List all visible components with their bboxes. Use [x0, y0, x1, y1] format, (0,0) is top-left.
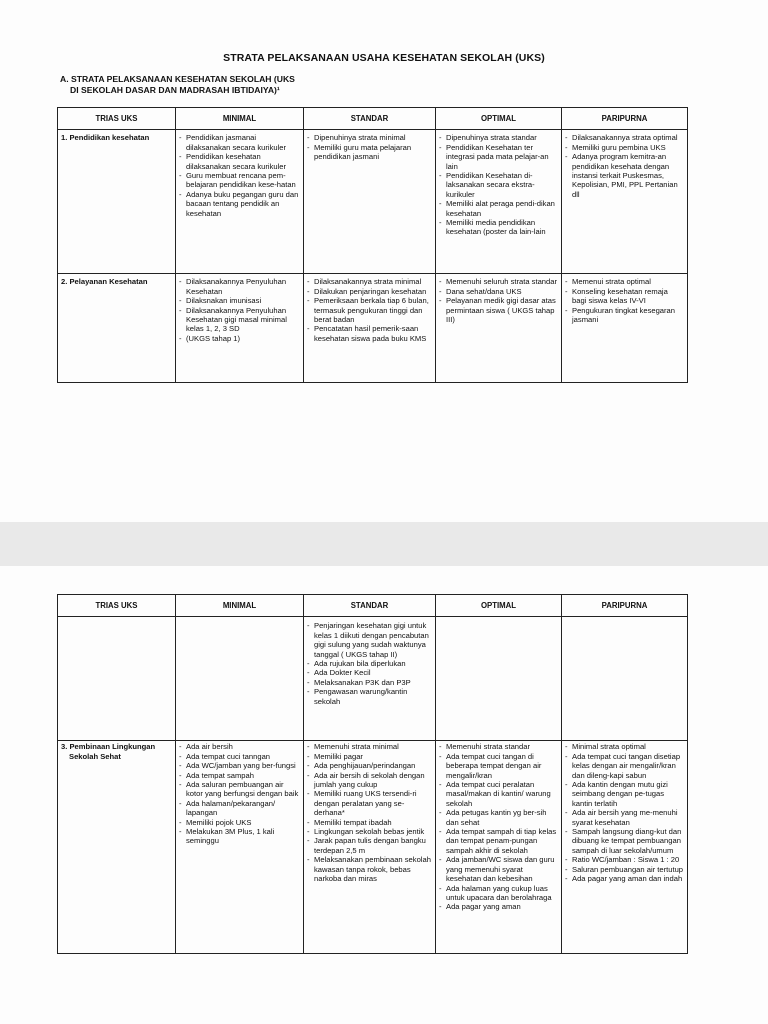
list-item: - Ada pagar yang aman dan indah [565, 874, 684, 883]
trias-cell [58, 741, 176, 954]
list-item: - Memiliki ruang UKS tersendi-ri dengan peralatan yang se-derhana* [307, 789, 432, 817]
list-item: - Ada halaman yang cukup luas untuk upacara dan berolahraga [439, 884, 558, 903]
list-item: - Memiliki media pendidikan kesehatan (poster da lain-lain [439, 218, 558, 237]
document-page-2 [0, 566, 768, 1024]
list-item: - Pencatatan hasil pemerik-saan kesehatan siswa pada buku KMS [307, 324, 432, 343]
list-item: - Pengukuran tingkat kesegaran jasmani [565, 306, 684, 325]
list-item: - Dilaksnakan imunisasi [179, 296, 300, 305]
list-item: - Pendidikan Kesehatan di-laksanakan secara ekstra-kurikuler [439, 171, 558, 199]
list-item: - Dilaksanakannya Penyuluhan Kesehatan [179, 277, 300, 296]
list-item: - Dana sehat/dana UKS [439, 287, 558, 296]
list-item: - Pelayanan medik gigi dasar atas permintaan siswa ( UKGS tahap III) [439, 296, 558, 324]
list-item: - Dilaksanakannya strata minimal [307, 277, 432, 286]
strata-table-page-1 [57, 107, 688, 383]
table-row [58, 274, 688, 383]
paripurna-cell [562, 741, 688, 954]
header-standar: STANDAR [304, 108, 436, 130]
header-standar: STANDAR [304, 595, 436, 617]
section-heading [60, 74, 295, 96]
paripurna-cell [562, 130, 688, 274]
list-item: - Lingkungan sekolah bebas jentik [307, 827, 432, 836]
list-item: - Memenuhi strata minimal [307, 742, 432, 751]
table-row [58, 130, 688, 274]
list-item: - Memiliki guru pembina UKS [565, 143, 684, 152]
list-item: - Adanya buku pegangan guru dan bacaan tentang pendidik an kesehatan [179, 190, 300, 218]
list-item: - Minimal strata optimal [565, 742, 684, 751]
list-item: - Memiliki pagar [307, 752, 432, 761]
list-item: - Ada pagar yang aman [439, 902, 558, 911]
header-paripurna: PARIPURNA [562, 595, 688, 617]
list-item: - Ada saluran pembuangan air kotor yang berfungsi dengan baik [179, 780, 300, 799]
list-item: - Ada penghijauan/perindangan [307, 761, 432, 770]
list-item: - Adanya program kemitra-an pendidikan kesehata dengan instansi terkait Puskesmas, Kepolisian, PMI, PPL Pertanian dll [565, 152, 684, 199]
strata-table-page-2 [57, 594, 688, 954]
list-item: - Ada tempat sampah [179, 771, 300, 780]
list-item: - (UKGS tahap 1) [179, 334, 300, 343]
list-item: - Ada tempat cuci tangan disetiap kelas dengan air mengalir/kran dan dileng-kapi sabun [565, 752, 684, 780]
standar-cell [304, 274, 436, 383]
list-item: - Melakukan 3M Plus, 1 kali seminggu [179, 827, 300, 846]
list-item: - Melaksanakan P3K dan P3P [307, 678, 432, 687]
trias-cell: 1. Pendidikan kesehatan [58, 130, 176, 274]
trias-cell: 2. Pelayanan Kesehatan [58, 274, 176, 383]
list-item: - Memenuhi seluruh strata standar [439, 277, 558, 286]
minimal-cell [176, 274, 304, 383]
section-heading-line-2: DI SEKOLAH DASAR DAN MADRASAH IBTIDAIYA)¹ [70, 85, 280, 95]
list-item: - Ratio WC/jamban : Siswa 1 : 20 [565, 855, 684, 864]
list-item: - Penjaringan kesehatan gigi untuk kelas 1 diikuti dengan pencabutan gigi sulung yang sudah waktunya tanggal ( UKGS tahap II) [307, 621, 432, 659]
list-item: - Konseling kesehatan remaja bagi siswa kelas IV-VI [565, 287, 684, 306]
list-item: - Dilaksanakannya Penyuluhan Kesehatan gigi masal minimal kelas 1, 2, 3 SD [179, 306, 300, 334]
optimal-cell [436, 274, 562, 383]
list-item: - Sampah langsung diang-kut dan dibuang ke tempat pembuangan sampah di luar sekolah/umum [565, 827, 684, 855]
header-trias: TRIAS UKS [58, 595, 176, 617]
minimal-cell [176, 130, 304, 274]
list-item: - Pendidikan kesehatan dilaksanakan secara kurikuler [179, 152, 300, 171]
trias-cell [58, 617, 176, 741]
list-item: - Ada tempat sampah di tiap kelas dan tempat penam-pungan sampah akhir di sekolah [439, 827, 558, 855]
header-minimal: MINIMAL [176, 108, 304, 130]
list-item: - Dipenuhinya strata minimal [307, 133, 432, 142]
list-item: - Melaksanakan pembinaan sekolah kawasan tanpa rokok, bebas narkoba dan miras [307, 855, 432, 883]
list-item: - Memenuhi strata standar [439, 742, 558, 751]
list-item: - Ada tempat cuci tanngan [179, 752, 300, 761]
table-row [58, 617, 688, 741]
document-title: STRATA PELAKSANAAN USAHA KESEHATAN SEKOLAH (UKS) [223, 52, 545, 64]
list-item: - Pendidikan jasmanai dilaksanakan secara kurikuler [179, 133, 300, 152]
list-item: - Jarak papan tulis dengan bangku terdepan 2,5 m [307, 836, 432, 855]
list-item: - Dilakukan penjaringan kesehatan [307, 287, 432, 296]
list-item: - Memiliki guru mata pelajaran pendidikan jasmani [307, 143, 432, 162]
list-item: - Ada tempat cuci peralatan masal/makan di kantin/ warung sekolah [439, 780, 558, 808]
list-item: - Ada WC/jamban yang ber-fungsi [179, 761, 300, 770]
list-item: - Ada petugas kantin yg ber-sih dan sehat [439, 808, 558, 827]
list-item: - Ada rujukan bila diperlukan [307, 659, 432, 668]
list-item: - Dilaksanakannya strata optimal [565, 133, 684, 142]
header-trias: TRIAS UKS [58, 108, 176, 130]
list-item: - Dipenuhinya strata standar [439, 133, 558, 142]
standar-cell [304, 741, 436, 954]
paripurna-cell [562, 617, 688, 741]
table-header-row [58, 108, 688, 130]
header-paripurna: PARIPURNA [562, 108, 688, 130]
table-header-row [58, 595, 688, 617]
optimal-cell [436, 741, 562, 954]
trias-label-line-2: Sekolah Sehat [69, 751, 121, 761]
standar-cell [304, 617, 436, 741]
paripurna-cell [562, 274, 688, 383]
section-heading-line-1: A. STRATA PELAKSANAAN KESEHATAN SEKOLAH (UKS [60, 74, 295, 84]
list-item: - Ada air bersih di sekolah dengan jumlah yang cukup [307, 771, 432, 790]
list-item: - Pengawasan warung/kantin sekolah [307, 687, 432, 706]
list-item: - Ada jamban/WC siswa dan guru yang memenuhi syarat kesehatan dan kebesihan [439, 855, 558, 883]
list-item: - Pemeriksaan berkala tiap 6 bulan, termasuk pengukuran tinggi dan berat badan [307, 296, 432, 324]
list-item: - Ada kantin dengan mutu gizi seimbang dengan pe-tugas kantin terlatih [565, 780, 684, 808]
minimal-cell [176, 617, 304, 741]
list-item: - Ada air bersih [179, 742, 300, 751]
header-optimal: OPTIMAL [436, 108, 562, 130]
trias-label-line-1: 3. Pembinaan Lingkungan [61, 742, 156, 752]
list-item: - Memiliki alat peraga pendi-dikan kesehatan [439, 199, 558, 218]
header-minimal: MINIMAL [176, 595, 304, 617]
optimal-cell [436, 130, 562, 274]
table-row [58, 741, 688, 954]
list-item: - Memenui strata optimal [565, 277, 684, 286]
list-item: - Memiliki pojok UKS [179, 818, 300, 827]
list-item: - Ada air bersih yang me-menuhi syarat kesehatan [565, 808, 684, 827]
optimal-cell [436, 617, 562, 741]
list-item: - Ada tempat cuci tangan di beberapa tempat dengan air mengalir/kran [439, 752, 558, 780]
minimal-cell [176, 741, 304, 954]
standar-cell [304, 130, 436, 274]
list-item: - Memiliki tempat ibadah [307, 818, 432, 827]
list-item: - Saluran pembuangan air tertutup [565, 865, 684, 874]
list-item: - Ada Dokter Kecil [307, 668, 432, 677]
list-item: - Ada halaman/pekarangan/ lapangan [179, 799, 300, 818]
header-optimal: OPTIMAL [436, 595, 562, 617]
list-item: - Pendidikan Kesehatan ter integrasi pada mata pelajar-an lain [439, 143, 558, 171]
list-item: - Guru membuat rencana pem-belajaran pendidikan kese-hatan [179, 171, 300, 190]
